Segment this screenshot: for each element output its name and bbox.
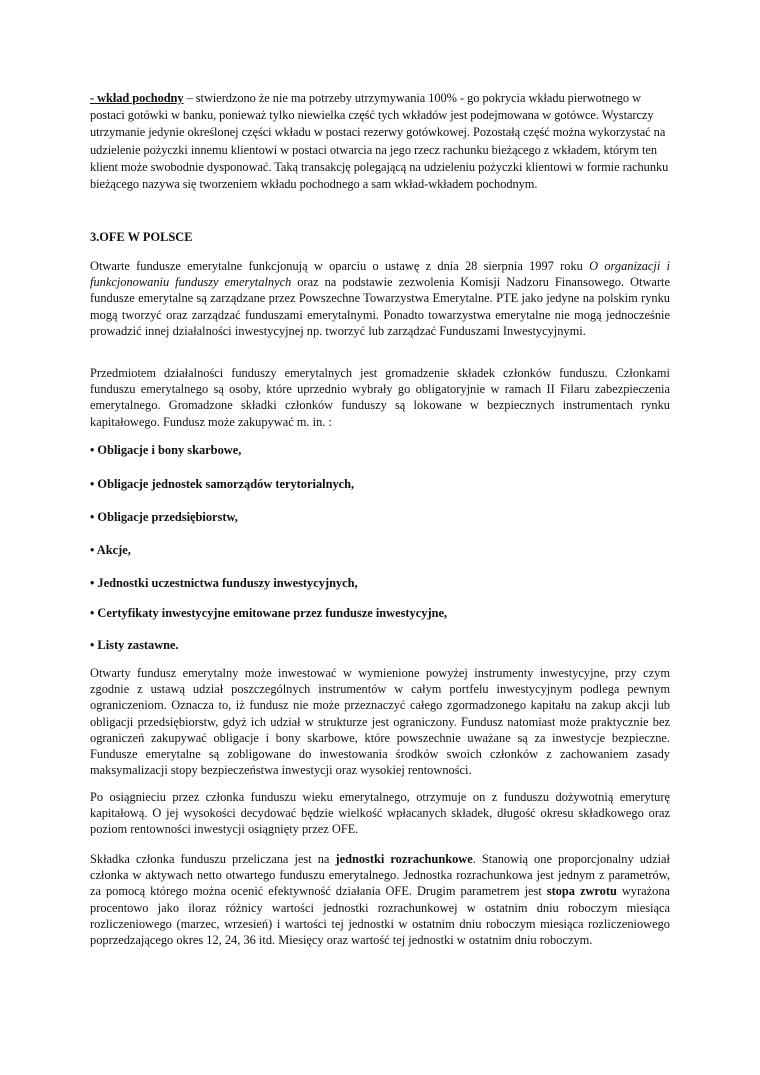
law-title: O organizacji i funkcjonowaniu funduszy emerytalnych	[90, 259, 671, 290]
term-jednostki: jednostki rozrachunkowe	[335, 852, 473, 866]
paragraph-5-part-e: wyrażona procentowo jako iloraz różnicy wartości jednostki rozrachunkowej w ostatnim dniu roboczym miesiąca rozliczeniowego (marzec, wrzesień) i wartości tej jednostki w ostatnim dniu roboczym miesiąca rozliczeniowego poprzedzającego okres 12, 24, 36 itd. Miesięcy oraz wartość tej jednostki w ostatnim dniu roboczym.	[90, 884, 671, 948]
bullet-item: • Listy zastawne.	[90, 638, 179, 652]
bullet-item: • Jednostki uczestnictwa funduszy inwestycyjnych,	[90, 576, 358, 590]
paragraph-5	[90, 851, 670, 948]
term-stopa-zwrotu: stopa zwrotu	[546, 884, 617, 899]
paragraph-5-part-c: . Stanowią one proporcjonalny udział członka w aktywach netto otwartego funduszu emerytalnego. Jednostka rozrachunkowa jest jednym z parametrów, za pomocą którego można ocenić efektywność działania OFE. Drugim parametrem jest	[90, 852, 671, 899]
paragraph-4: Po osiągnieciu przez członka funduszu wieku emerytalnego, otrzymuje on z funduszu dożywotnią emeryturę kapitałową. O jej wysokości decydować będzie wielkość wpłacanych składek, długość okresu składkowego oraz poziom rentowności inwestycji osiągnięty przez OFE.	[90, 790, 670, 837]
bullet-item: • Obligacje i bony skarbowe,	[90, 443, 242, 457]
paragraph-5-part-a: Składka członka funduszu przeliczana jest na	[90, 852, 336, 866]
paragraph-1-part-c: oraz na podstawie zezwolenia Komisji Nadzoru Finansowego. Otwarte fundusze emerytalne są zarządzane przez Powszechne Towarzystwa Emerytalne. PTE jako jedyne na polskim rynku mogą tworzyć oraz zarządzać funduszami emerytalnymi. Ponadto towarzystwa emerytalne nie mogą jednocześnie prowadzić innej działalności inwestycyjnej np. tworzyć lub zarządzać Funduszami Inwestycyjnymi.	[90, 275, 670, 338]
bullet-item: • Certyfikaty inwestycyjne emitowane przez fundusze inwestycyjne,	[90, 606, 448, 620]
bullet-item: • Akcje,	[90, 543, 131, 557]
intro-term: - wkład pochodny	[90, 91, 184, 105]
intro-text: – stwierdzono że nie ma potrzeby utrzymywania 100% - go pokrycia wkładu pierwotnego w postaci gotówki w banku, ponieważ tylko niewielka część tych wkładów jest podejmowana w gotówce. Wystarczy utrzymanie jedynie określonej części wkładu w postaci rezerwy gotówkowej. Pozostałą część można wykorzystać na udzielenie pożyczki innemu klientowi w postaci otwarcia na jego rzecz rachunku bieżącego z wkładem, którym ten klient może swobodnie dysponować. Taką transakcję polegającą na udzieleniu pożyczki klientowi w formie rachunku bieżącego nazywa się tworzeniem wkładu pochodnego a sam wkład-wkładem pochodnym.	[90, 91, 669, 192]
intro-paragraph	[90, 90, 670, 193]
paragraph-1	[90, 258, 670, 339]
paragraph-1-part-a: Otwarte fundusze emerytalne funkcjonują w oparciu o ustawę z dnia 28 sierpnia 1997 roku	[90, 259, 590, 273]
bullet-item: • Obligacje przedsiębiorstw,	[90, 510, 238, 524]
paragraph-3: Otwarty fundusz emerytalny może inwestować w wymienione powyżej instrumenty inwestycyjne, przy czym zgodnie z ustawą udział poszczególnych instrumentów w całym portfelu inwestycyjnym podlega pewnym ograniczeniom. Oznacza to, iż fundusz nie może przeznaczyć całego zgormadzonego kapitału na zakup akcji lub obligacji przedsiębiorstw, gdyż ich udział w strukturze jest ograniczony. Fundusz natomiast może praktycznie bez ograniczeń zakupywać obligacje i bony skarbowe, które powszechnie uważane są za inwestycje bezpieczne. Fundusze emerytalne są zobligowane do inwestowania środków swoich członków z zachowaniem zasady maksymalizacji stopy bezpieczeństwa inwestycji oraz wysokiej rentowności.	[90, 666, 670, 778]
paragraph-2: Przedmiotem działalności funduszy emerytalnych jest gromadzenie składek członków funduszu. Członkami funduszu emerytalnego są osoby, które uprzednio wybrały go obligatoryjnie w ramach II Filaru zabezpieczenia emerytalnego. Gromadzone składki członków funduszy są lokowane w bezpiecznych instrumentach rynku kapitałowego. Fundusz może zakupywać m. in. :	[90, 366, 670, 429]
bullet-item: • Obligacje jednostek samorządów terytorialnych,	[90, 477, 355, 491]
section-heading: 3.OFE W POLSCE	[90, 230, 193, 244]
